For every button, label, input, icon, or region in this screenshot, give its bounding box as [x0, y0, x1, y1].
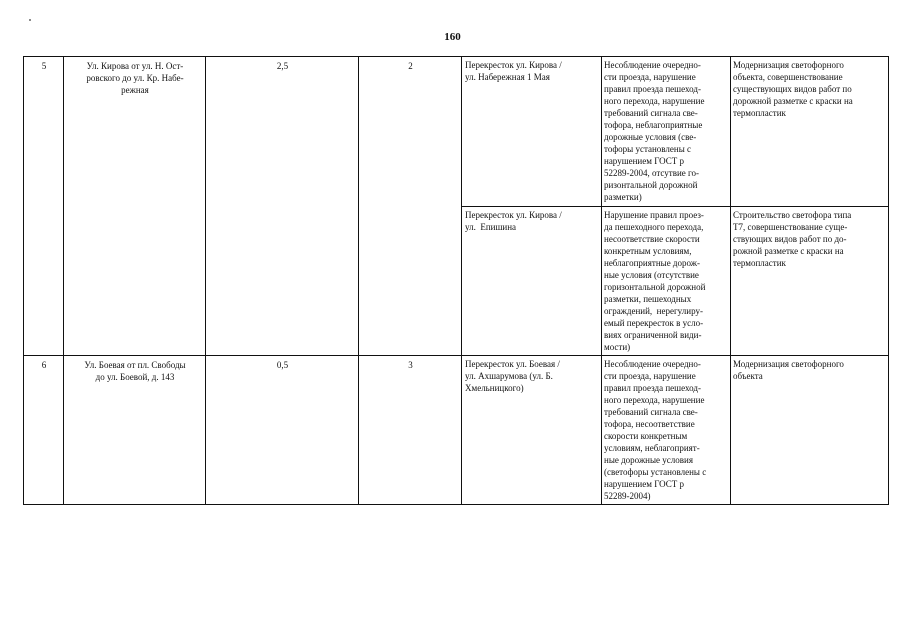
- count-value: 2: [408, 61, 413, 71]
- street-segment: Ул. Кирова от ул. Н. Ост- ровского до ул. Кр. Набе- режная: [86, 61, 184, 95]
- scan-speck: [29, 19, 31, 21]
- crossroad-name: Перекресток ул. Кирова / ул. Епишина: [465, 210, 562, 232]
- measures-text: Строительство светофора типа Т7, совершенствование суще- ствующих видов работ по до- рожной разметке с краски на термопластик: [733, 210, 852, 268]
- data-table: [23, 56, 889, 505]
- page-number: 160: [444, 31, 461, 43]
- length-value: 0,5: [276, 360, 289, 370]
- row-divider: [23, 355, 889, 356]
- row-number: 6: [41, 360, 47, 370]
- column-divider: [63, 56, 64, 505]
- measures-text: Модернизация светофорного объекта, совершенствование существующих видов работ по дорожной разметке с краски на термопластик: [733, 60, 853, 118]
- column-divider: [205, 56, 206, 505]
- violations-text: Несоблюдение очередно- сти проезда, нарушение правил проезда пешеход- ного перехода, нарушение требований сигнала све- тофора, неблагоприятные дорожные условия (све- тофоры установлены с нарушением ГОСТ р 52289-2004, отсутвие го- ризонтальной дорожной разметки): [604, 60, 705, 202]
- measures-text: Модернизация светофорного объекта: [733, 359, 844, 381]
- crossroad-name: Перекресток ул. Боевая / ул. Ахшарумова (ул. Б. Хмельницкого): [465, 359, 560, 393]
- crossroad-name: Перекресток ул. Кирова / ул. Набережная 1 Мая: [465, 60, 562, 82]
- violations-text: Несоблюдение очередно- сти проезда, нарушение правил проезда пешеход- ного перехода, нарушение требований сигнала све- тофора, несоответствие скорости конкретным условиям, неблагоприят- ные дорожные условия (светофоры установлены с нарушением ГОСТ р 52289-2004): [604, 359, 707, 501]
- subrow-divider: [461, 206, 889, 207]
- street-segment: Ул. Боевая от пл. Свободы до ул. Боевой, д. 143: [84, 360, 186, 382]
- table-border: [23, 56, 889, 505]
- length-value: 2,5: [276, 61, 289, 71]
- column-divider: [461, 56, 462, 505]
- column-divider: [358, 56, 359, 505]
- row-number: 5: [41, 61, 47, 71]
- column-divider: [601, 56, 602, 505]
- column-divider: [730, 56, 731, 505]
- count-value: 3: [408, 360, 413, 370]
- violations-text: Нарушение правил проез- да пешеходного перехода, несоответствие скорости конкретным условиям, неблагоприятные дорож- ные условия (отсутствие горизонтальной дорожной разметки, пешеходных ограждений, нерегулиру- емый перекресток в усло- виях ограниченной види- мости): [604, 210, 706, 352]
